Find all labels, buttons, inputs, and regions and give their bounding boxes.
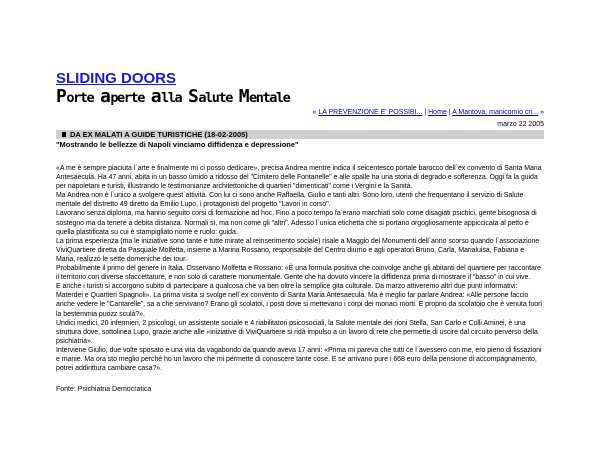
article-page: [56, 70, 544, 394]
subtitle-initial: P: [56, 86, 67, 107]
article-paragraph: Probabilmente il primo del genere in Italia. Osservano Molfetta e Rossano: «È una formula positiva che coinvolge anche gli abitanti del quartiere per raccontare il territorio con diverse sfaccettature, e non solo di carattere monumentale. Gente che ha dovuto vincere la diffidenza prima di mostrare il "basso" in cui vive.: [56, 265, 541, 282]
subtitle-initial: S: [187, 86, 199, 107]
article-paragraph: Interviene Giulio, due volte sposato e una vita da vagabondo da quando aveva 17 anni: «Prima mi pareva che tutti ce l`avessero con me, ero pieno di fissazioni e manie. Ma ora sto meglio perché ho un lavoro che mi permette di conoscere tante cose. E se arrivano pure i 668 euro della pensione di accompagnamento, potrei addirittura cambiare casa?».: [56, 346, 542, 373]
article-paragraph: E anche i turisti si accorgono subito di partecipare a qualcosa che va ben oltre la semplice gita culturale. Da marzo attiveremo altri due punti informativi: Materdei e Quartieri Spagnoli». La prima visita si svolge nell`ex convento di Santa Maria Antesaecula. Ma è meglio far parlare Andrea: «Alle persone faccio anche vedere le "Cantarelle", sa a che servivano? Erano gli scolatoi, i posti dove si mettevano i corpi dei monaci morti. E proprio da scolatoio che è venuta fuori la bestemmia puozz sculà?».: [56, 283, 542, 318]
bullet-square-icon: [62, 132, 66, 137]
subtitle-fragment: alute: [198, 90, 239, 106]
article-paragraph: Ma Andrea non è l`unico a svolgere quest`attività. Con lui ci sono anche Raffaella, Giulio e tanti altri. Sono loro, utenti che frequentano il servizio di Salute mentale del distretto 49 diretto da Emilio Lupo, i protagonisti del progetto "Lavori in corso".: [56, 192, 524, 209]
subtitle-fragment: lla: [161, 90, 188, 106]
page-subtitle: [56, 88, 544, 107]
article-headline: DA EX MALATI A GUIDE TURISTICHE (18-02-2005): [70, 130, 248, 139]
article-source: Fonte: Psichiatria Democratica: [56, 386, 152, 394]
article-subheadline: "Mostrando le bellezze di Napoli vinciamo diffidenza e depressione": [56, 140, 299, 149]
next-article-link[interactable]: A Mantova, manicomio cri...: [452, 109, 539, 116]
article-paragraph: La prima esperienza (ma le iniziative sono tante e tutte mirate al reinserimento sociale) risale a Maggio dei Monumenti dell`anno scorso quando l`associazione ViviQuartiere diretta da Pasquale Molfetta, insieme a Marina Rossano, responsabile del Centro diurno e agli operatori Bruno, Carla, Marialuisa, Fabiana e Maria, realizzò le sette domeniche dei tour.: [56, 237, 540, 263]
article-navigation: [56, 108, 544, 118]
subtitle-fragment: orte: [66, 90, 100, 106]
subtitle-fragment: entale: [249, 90, 290, 106]
article-paragraph: Lavorano senza diploma, ma hanno seguito corsi di formazione ad hoc. Fino a poco tempo fa erano marchiati solo come disagiati psichici, gente bisognosa di sostegno ma da tenere a debita distanza. Normali sì, ma non come gli "altri". Adesso l`unica etichetta che si portano orgogliosamente appiccicata al petto è quella plastificata su cui è stampigliato nome e ruolo: guida.: [56, 210, 537, 236]
subtitle-initial: a: [99, 86, 111, 107]
nav-separator: |: [424, 109, 427, 116]
headline-bar: [56, 130, 544, 139]
nav-separator: |: [448, 109, 451, 116]
subtitle-initial: M: [238, 86, 250, 107]
home-link[interactable]: Home: [428, 109, 447, 116]
subtitle-initial: a: [150, 86, 162, 107]
prev-marker: «: [312, 109, 317, 116]
prev-article-link[interactable]: LA PREVENZIONE E' POSSIBI...: [318, 109, 423, 116]
article-body: [56, 164, 544, 373]
site-title-link[interactable]: SLIDING DOORS: [56, 70, 177, 87]
article-paragraph: «A me è sempre piaciuta l`arte e finalmente mi ci posso dedicare», precisa Andrea mentre indica il seicentesco portale barocco dell`ex convento di Santa Maria Antesaecula. Ha 47 anni, abita in un basso umido a ridosso del "Cimitero delle Fontanelle" e alle spalle ha una storia di degrado e sofferenza. Oggi fa la guida per napoletani e turisti, illustrando le testimonianze architettoniche di quartieri "dimenticati" come i Vergini e la Sanità.: [56, 165, 542, 191]
article-paragraph: Undici medici, 20 infermieri, 2 psicologi, un assistente sociale e 4 riabilitatori psicosociali, la Salute mentale dei rioni Stella, San Carlo e Colli Aminei, è una struttura dove, sottolinea Lupo, grazie anche alle «iniziative di ViviQuartiere si ridà impulso a un lavoro di rete che permette di uscire dal circuito perverso della psichiatria».: [56, 319, 538, 345]
next-marker: »: [540, 109, 544, 116]
publish-date: marzo 22 2005: [497, 121, 544, 128]
subtitle-fragment: perte: [110, 90, 151, 106]
